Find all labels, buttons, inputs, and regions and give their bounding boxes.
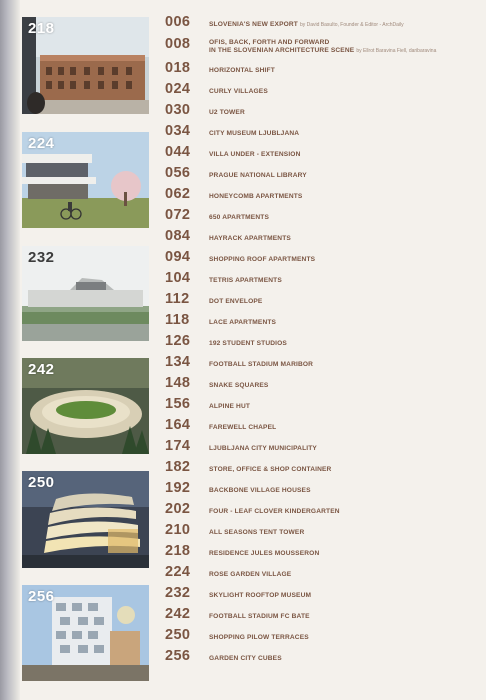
toc-page-number: 018 — [165, 60, 191, 76]
toc-title: ALPINE HUT — [209, 403, 251, 410]
toc-page-number: 182 — [165, 459, 191, 475]
toc-title: STORE, OFFICE & SHOP CONTAINER — [209, 466, 332, 473]
toc-title: FOOTBALL STADIUM MARIBOR — [209, 361, 314, 368]
toc-page-number: 148 — [165, 375, 191, 391]
toc-entry[interactable] — [165, 291, 262, 311]
toc-page-number: 256 — [165, 648, 191, 664]
toc-entry[interactable] — [165, 543, 319, 563]
thumbnail-football-stadium-fc-bate[interactable] — [22, 358, 149, 454]
toc-title: CURLY VILLAGES — [209, 88, 268, 95]
toc-title: ALL SEASONS TENT TOWER — [209, 529, 305, 536]
toc-byline: by David Basulto, Founder & Editor - ArchDaily — [299, 22, 404, 28]
thumbnail-residence-jules-mousseron[interactable] — [22, 17, 149, 114]
toc-entry[interactable] — [165, 81, 268, 101]
thumbnail-page-number: 250 — [28, 474, 55, 491]
toc-title: LJUBLJANA CITY MUNICIPALITY — [209, 445, 317, 452]
thumbnail-skylight-rooftop-museum[interactable] — [22, 246, 149, 341]
toc-title: BACKBONE VILLAGE HOUSES — [209, 487, 311, 494]
toc-entry[interactable] — [165, 522, 304, 542]
toc-entry[interactable] — [165, 144, 301, 164]
toc-entry[interactable] — [165, 375, 268, 395]
toc-page-number: 084 — [165, 228, 191, 244]
toc-page-number: 112 — [165, 291, 190, 307]
toc-title: SHOPPING ROOF APARTMENTS — [209, 256, 316, 263]
toc-entry[interactable] — [165, 585, 311, 605]
toc-page-number: 104 — [165, 270, 191, 286]
toc-entry[interactable] — [165, 165, 307, 185]
toc-page-number: 126 — [165, 333, 191, 349]
toc-entry[interactable] — [165, 123, 299, 143]
toc-page-number: 250 — [165, 627, 191, 643]
toc-page-number: 024 — [165, 81, 191, 97]
thumbnail-shopping-pilow-terraces[interactable] — [22, 471, 149, 568]
toc-title: TETRIS APARTMENTS — [209, 277, 282, 284]
toc-entry[interactable] — [165, 186, 302, 206]
toc-page-number: 242 — [165, 606, 191, 622]
toc-entry[interactable] — [165, 312, 276, 332]
toc-page-number: 094 — [165, 249, 191, 265]
toc-page-number: 118 — [165, 312, 190, 328]
toc-title: HORIZONTAL SHIFT — [209, 67, 275, 74]
toc-title: FOOTBALL STADIUM FC BATE — [209, 613, 310, 620]
toc-title: CITY MUSEUM LJUBLJANA — [209, 130, 300, 137]
toc-entry[interactable] — [165, 333, 287, 353]
toc-page-number: 072 — [165, 207, 191, 223]
toc-page-number: 034 — [165, 123, 191, 139]
toc-entry[interactable] — [165, 228, 291, 248]
toc-title: VILLA UNDER - EXTENSION — [209, 151, 301, 158]
toc-page-number: 006 — [165, 14, 191, 30]
toc-entry[interactable] — [165, 606, 310, 626]
toc-page-number: 232 — [165, 585, 191, 601]
toc-page-number: 156 — [165, 396, 191, 412]
toc-title: SHOPPING PILOW TERRACES — [209, 634, 309, 641]
toc-entry[interactable] — [165, 270, 282, 290]
thumbnail-garden-city-cubes[interactable] — [22, 585, 149, 681]
toc-page-number: 192 — [165, 480, 191, 496]
toc-entry[interactable] — [165, 207, 269, 227]
toc-entry[interactable] — [165, 648, 282, 668]
toc-page-number: 218 — [165, 543, 191, 559]
toc-page-number: 030 — [165, 102, 191, 118]
toc-entry[interactable] — [165, 249, 315, 269]
toc-byline: by Ellrot Baravina Fiell, daribaravina — [356, 48, 437, 54]
toc-title: PRAGUE NATIONAL LIBRARY — [209, 172, 307, 179]
toc-entry[interactable] — [165, 60, 275, 80]
toc-title: GARDEN CITY CUBES — [209, 655, 282, 662]
toc-entry[interactable] — [165, 14, 404, 34]
toc-title: ROSE GARDEN VILLAGE — [209, 571, 292, 578]
thumbnail-page-number: 242 — [28, 361, 55, 378]
toc-page-number: 164 — [165, 417, 191, 433]
toc-title: FAREWELL CHAPEL — [209, 424, 277, 431]
toc-title: LACE APARTMENTS — [209, 319, 277, 326]
toc-entry[interactable] — [165, 102, 245, 122]
toc-entry[interactable] — [165, 564, 291, 584]
toc-title: SKYLIGHT ROOFTOP MUSEUM — [209, 592, 312, 599]
toc-page-number: 210 — [165, 522, 191, 538]
toc-page-number: 008 — [165, 36, 191, 52]
thumbnail-page-number: 224 — [28, 135, 55, 152]
book-spine — [0, 0, 20, 700]
toc-page-number: 044 — [165, 144, 191, 160]
thumbnail-page-number: 232 — [28, 249, 55, 266]
toc-title: HONEYCOMB APARTMENTS — [209, 193, 303, 200]
toc-entry[interactable] — [165, 354, 313, 374]
toc-page-number: 062 — [165, 186, 191, 202]
toc-entry[interactable] — [165, 627, 309, 647]
toc-title: U2 TOWER — [209, 109, 245, 116]
toc-entry[interactable] — [165, 35, 436, 59]
toc-title: SLOVENIA'S NEW EXPORT — [209, 21, 298, 28]
toc-title: DOT ENVELOPE — [209, 298, 263, 305]
toc-title: 650 APARTMENTS — [209, 214, 269, 221]
thumbnail-page-number: 218 — [28, 20, 55, 37]
toc-entry[interactable] — [165, 459, 331, 479]
toc-page-number: 174 — [165, 438, 191, 454]
toc-title: HAYRACK APARTMENTS — [209, 235, 291, 242]
toc-page-number: 224 — [165, 564, 191, 580]
toc-entry[interactable] — [165, 501, 340, 521]
toc-page-number: 056 — [165, 165, 191, 181]
toc-title: 192 STUDENT STUDIOS — [209, 340, 287, 347]
toc-title-continued: IN THE SLOVENIAN ARCHITECTURE SCENE — [209, 47, 355, 54]
toc-title: SNAKE SQUARES — [209, 382, 269, 389]
toc-page-number: 134 — [165, 354, 191, 370]
toc-entry[interactable] — [165, 480, 311, 500]
toc-title: OFIS, BACK, FORTH AND FORWARD — [209, 39, 330, 46]
toc-entry[interactable] — [165, 417, 276, 437]
toc-entry[interactable] — [165, 396, 250, 416]
thumbnail-page-number: 256 — [28, 588, 55, 605]
toc-entry[interactable] — [165, 438, 317, 458]
toc-title: RESIDENCE JULES MOUSSERON — [209, 550, 320, 557]
toc-title: FOUR - LEAF CLOVER KINDERGARTEN — [209, 508, 340, 515]
toc-page-number: 202 — [165, 501, 191, 517]
thumbnail-rose-garden-village[interactable] — [22, 132, 149, 228]
